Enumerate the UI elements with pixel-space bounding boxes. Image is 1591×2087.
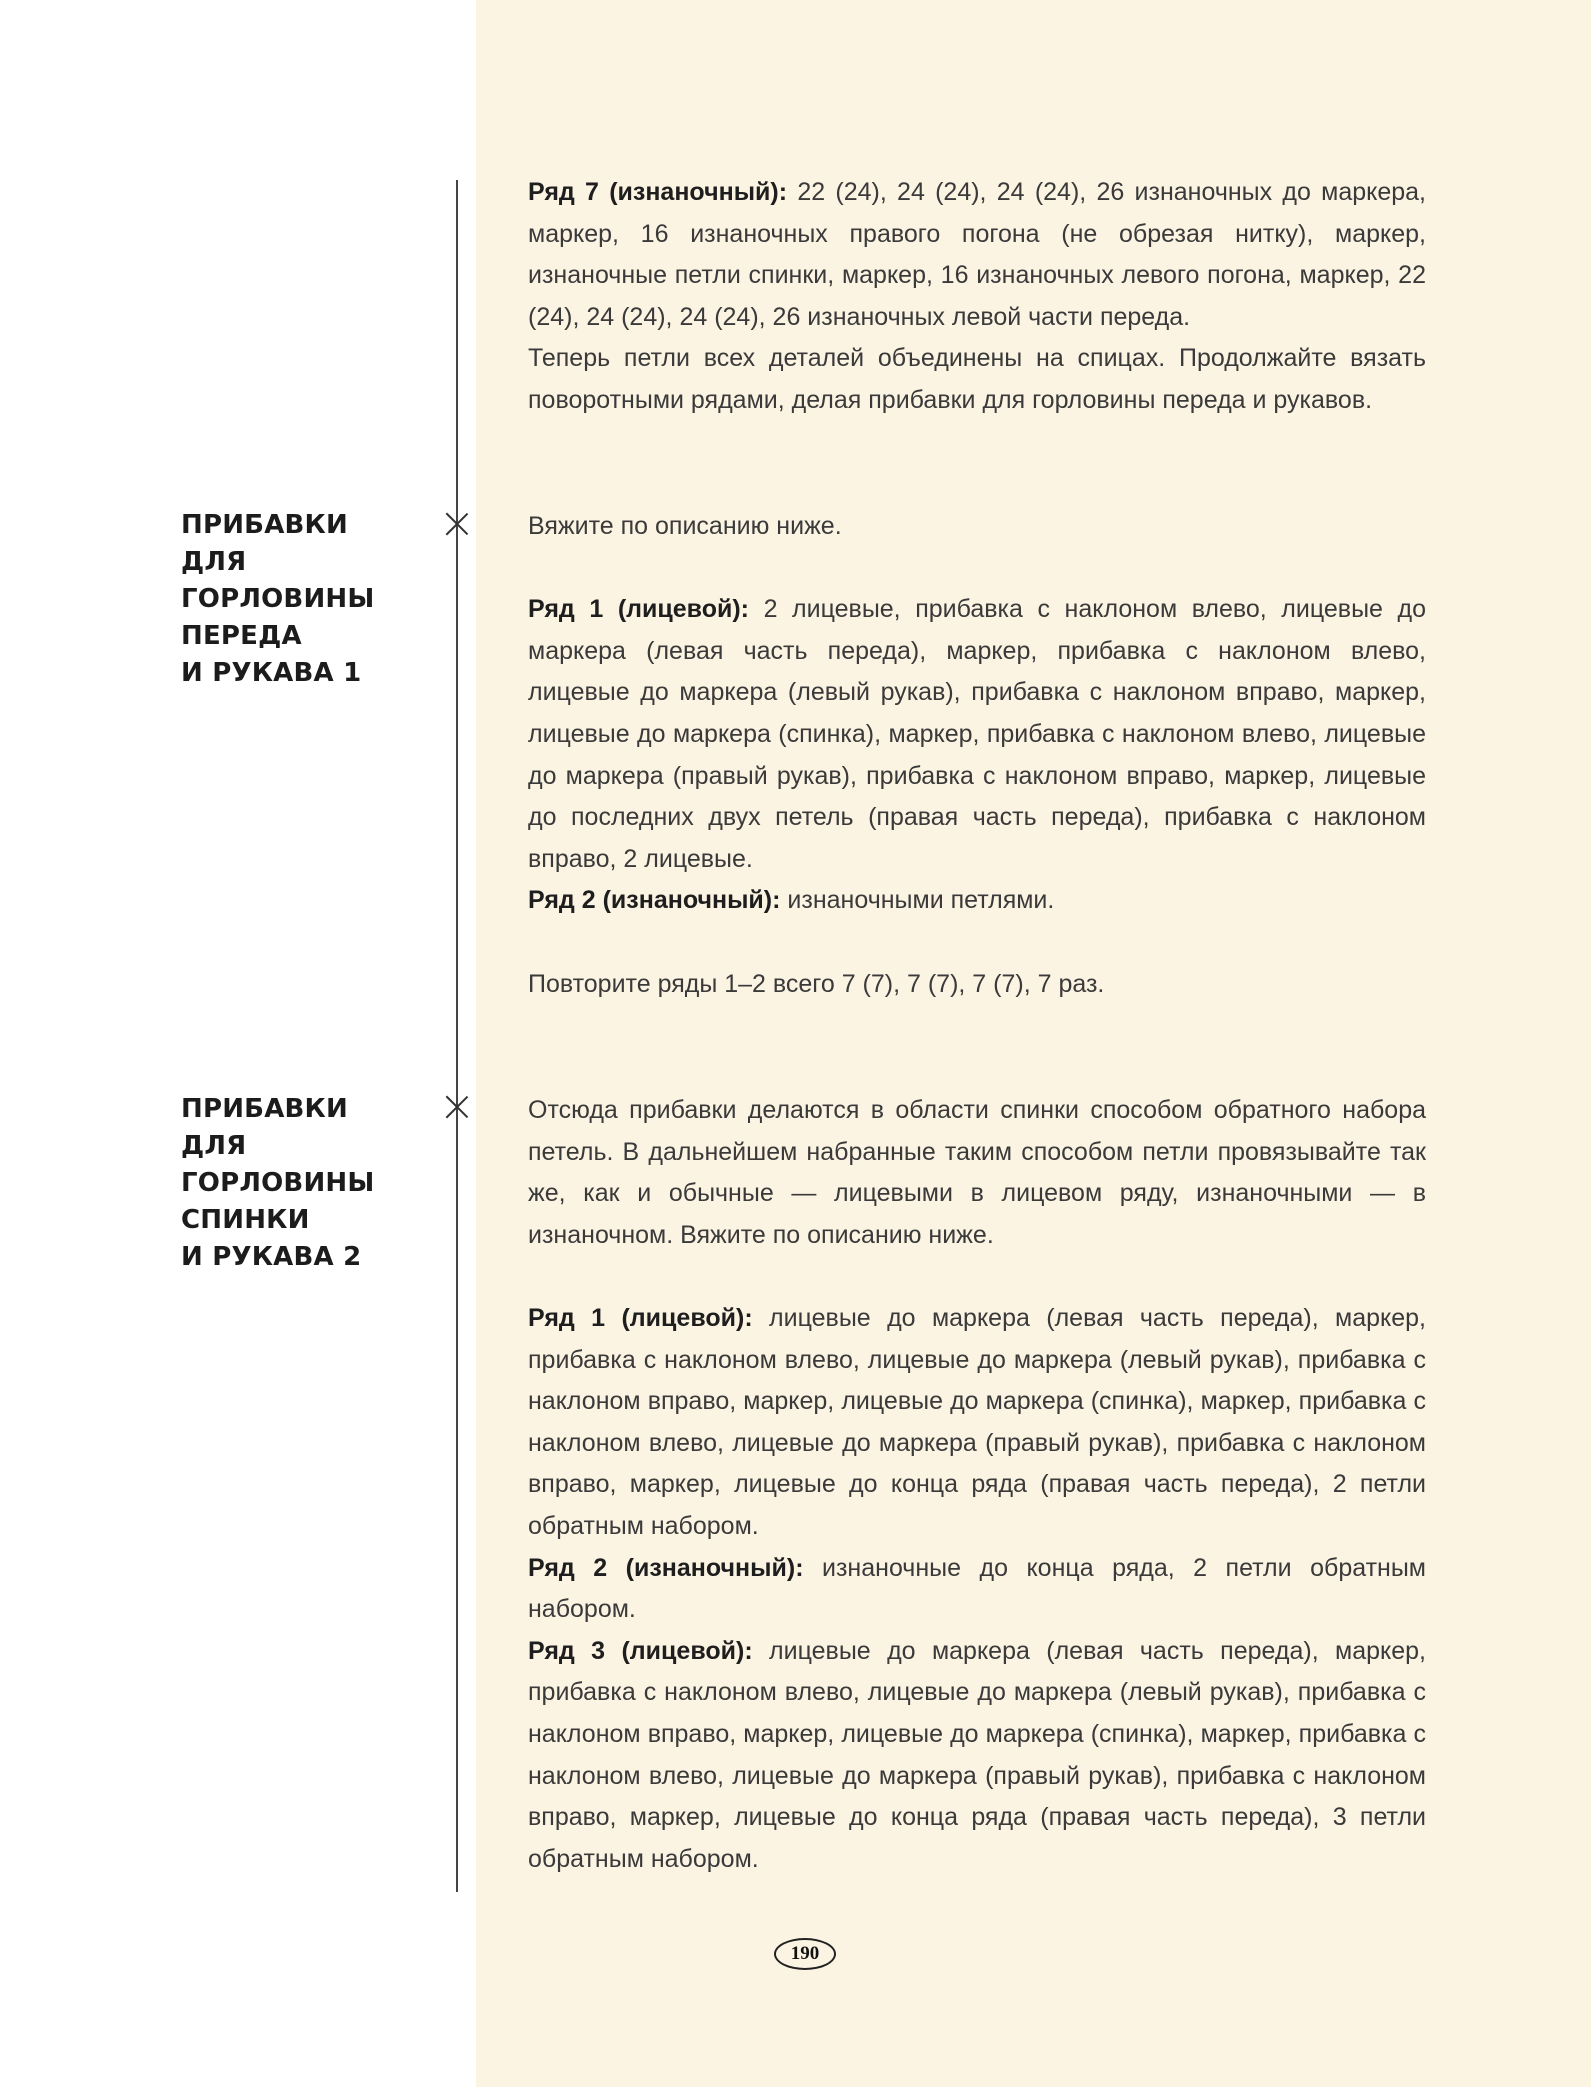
row2-paragraph <box>528 1548 1426 1631</box>
intro-text-block <box>528 172 1426 422</box>
section-heading-front-neck <box>181 507 441 692</box>
section-marker-cross-icon <box>446 513 468 535</box>
row-text: 2 лицевые, прибавка с наклоном влево, лицевые до маркера (левая часть переда), маркер, прибавка с наклоном влево, лицевые до маркера (левый рукав), прибавка с наклоном вправо, маркер, лицевые до маркера (спинка), маркер, прибавка с наклоном влево, лицевые до маркера (правый рукав), прибавка с наклоном вправо, маркер, лицевые до последних двух петель (правая часть переда), прибавка с наклоном вправо, 2 лицевые. <box>528 595 1427 873</box>
row1-paragraph <box>528 589 1426 880</box>
heading-line: ПЕРЕДА <box>181 621 302 651</box>
row-text: лицевые до маркера (левая часть переда), маркер, прибавка с наклоном влево, лицевые до маркера (левый рукав), прибавка с наклоном вправо, маркер, лицевые до маркера (спинка), маркер, прибавка с наклоном влево, лицевые до маркера (правый рукав), прибавка с наклоном вправо, маркер, лицевые до конца ряда (правая часть переда), 3 петли обратным набором. <box>528 1636 1426 1873</box>
row-label: Ряд 3 (лицевой): <box>528 1636 753 1665</box>
heading-line: И РУКАВА 1 <box>181 658 362 688</box>
vertical-divider <box>456 180 458 1892</box>
section-heading-back-neck <box>181 1091 441 1276</box>
continue-paragraph: Теперь петли всех деталей объединены на спицах. Продолжайте вязать поворотными рядами, делая прибавки для горловины переда и рукавов. <box>528 344 1426 414</box>
row1-paragraph <box>528 1298 1426 1548</box>
section-intro-paragraph: Отсюда прибавки делаются в области спинки способом обратного набора петель. В дальнейшем набранные таким способом петли провязывайте так же, как и обычные — лицевыми в лицевом ряду, изнаночными — в изнаночном. Вяжите по описанию ниже. <box>528 1096 1426 1249</box>
section-intro-paragraph: Вяжите по описанию ниже. <box>528 512 842 540</box>
row-text: 22 (24), 24 (24), 24 (24), 26 изнаночных до маркера, маркер, 16 изнаночных правого погона (не обрезая нитку), маркер, изнаночные петли спинки, маркер, 16 изнаночных левого погона, маркер, 22 (24), 24 (24), 24 (24), 26 изнаночных левой части переда. <box>528 178 1426 331</box>
repeat-paragraph: Повторите ряды 1–2 всего 7 (7), 7 (7), 7 (7), 7 раз. <box>528 969 1105 998</box>
section1-text-block <box>528 506 1426 1005</box>
row-label: Ряд 2 (изнаночный): <box>528 1553 804 1582</box>
heading-line: СПИНКИ <box>181 1205 310 1235</box>
section-marker-cross-icon <box>446 1096 468 1118</box>
row-text: изнаночными петлями. <box>780 886 1055 915</box>
page-number: 190 <box>774 1938 836 1970</box>
heading-line: ПРИБАВКИ <box>181 1094 348 1124</box>
heading-line: ДЛЯ ГОРЛОВИНЫ <box>181 1131 375 1198</box>
row-label: Ряд 1 (лицевой): <box>528 595 750 624</box>
row3-paragraph <box>528 1631 1426 1881</box>
row-label: Ряд 1 (лицевой): <box>528 1303 753 1332</box>
heading-line: ПРИБАВКИ <box>181 510 348 540</box>
heading-line: ДЛЯ ГОРЛОВИНЫ <box>181 547 375 614</box>
row2-paragraph <box>528 880 1426 922</box>
section2-text-block <box>528 1090 1426 1880</box>
row-label: Ряд 2 (изнаночный): <box>528 886 781 915</box>
row7-paragraph <box>528 172 1426 338</box>
heading-line: И РУКАВА 2 <box>181 1242 362 1272</box>
row-text: лицевые до маркера (левая часть переда), маркер, прибавка с наклоном влево, лицевые до маркера (левый рукав), прибавка с наклоном вправо, маркер, лицевые до маркера (спинка), маркер, прибавка с наклоном влево, лицевые до маркера (правый рукав), прибавка с наклоном вправо, маркер, лицевые до конца ряда (правая часть переда), 2 петли обратным набором. <box>528 1303 1426 1540</box>
row-text: изнаночные до конца ряда, 2 петли обратным набором. <box>528 1553 1426 1624</box>
row-label: Ряд 7 (изнаночный): <box>528 178 788 206</box>
